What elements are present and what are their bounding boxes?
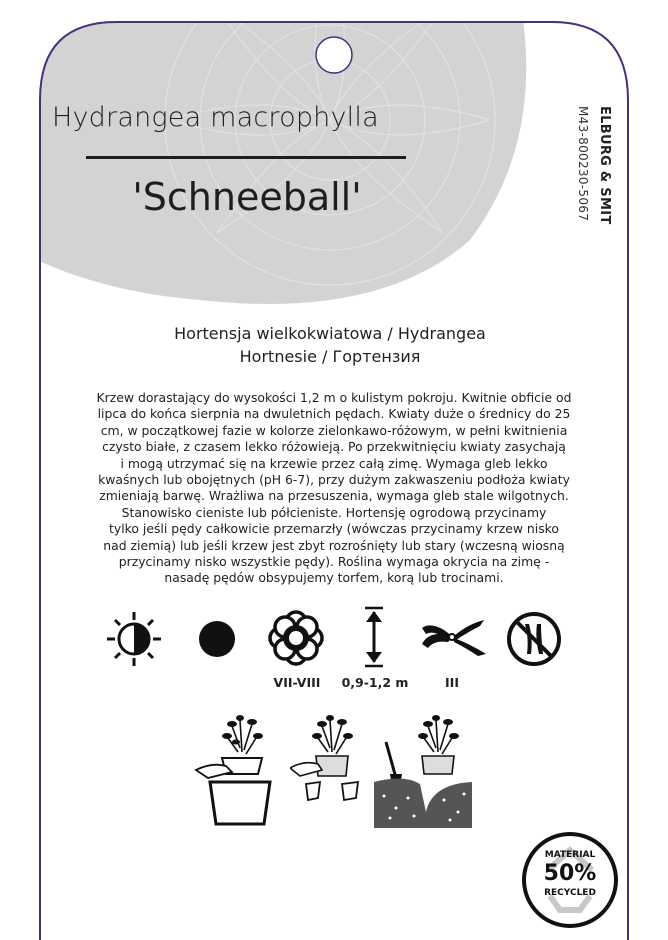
pruning-group-label: III	[445, 675, 459, 690]
height-label: 0,9-1,2 m	[341, 675, 409, 690]
planting-step-3-icon	[374, 712, 474, 828]
full-shade-icon	[196, 618, 238, 660]
common-names	[60, 322, 600, 368]
half-sun-icon	[105, 610, 163, 668]
name-divider	[86, 156, 406, 159]
recycled-material-badge	[520, 830, 620, 930]
flower-icon	[266, 608, 326, 668]
description: Krzew dorastający do wysokości 1,2 m o kulistym pokroju. Kwitnie obficie od lipca do końca sierpnia na dwuletnich pędach. Kwiaty duże o średnicy do 25 cm, w początkowej fazie w kolorze zielonkawo-różowym, w pełni kwitnienia czysto białe, z czasem lekko różowieją. Po przekwitnięciu kwiaty zasychają i mogą utrzymać się na krzewie przez całą zimę. Wymaga gleb lekko kwaśnych lub obojętnych (pH 6-7), przy dużym zakwaszeniu podłoża kwiaty zmieniają barwę. Wrażliwa na przesuszenia, wymaga gleb stale wilgotnych. Stanowisko cieniste lub półcieniste. Hortensję ogrodową przycinamy tylko jeśli pędy całkowicie przemarzły (wówczas przycinamy krzew nisko nad ziemią) lub jeśli krzew jest zbyt rozrośnięty lub stary (wczesną wiosną przycinamy nisko wszystkie pędy). Roślina wymaga okrycia na zimę - nasadę pędów obsypujemy torfem, korą lub trocinami.	[96, 390, 572, 586]
cultivar-name: 'Schneeball'	[132, 175, 362, 219]
planting-step-1-icon	[192, 712, 284, 828]
pruners-icon	[418, 614, 488, 662]
badge-line-3: RECYCLED	[544, 888, 596, 898]
badge-line-2: 50%	[543, 861, 597, 886]
product-code: M43-800230-5067	[576, 106, 590, 222]
common-name-line: Hortensja wielkokwiatowa / Hydrangea	[174, 324, 486, 343]
height-arrow-icon	[362, 606, 386, 668]
planting-step-2-icon	[290, 712, 370, 812]
brand-name: ELBURG & SMIT	[597, 106, 612, 225]
latin-name: Hydrangea macrophylla	[52, 102, 379, 133]
no-pruning-icon	[505, 610, 563, 668]
flowering-period-label: VII-VIII	[273, 675, 321, 690]
badge-line-1: MATERIAL	[544, 850, 596, 860]
common-name-line: Hortnesie / Гортензия	[239, 347, 421, 366]
